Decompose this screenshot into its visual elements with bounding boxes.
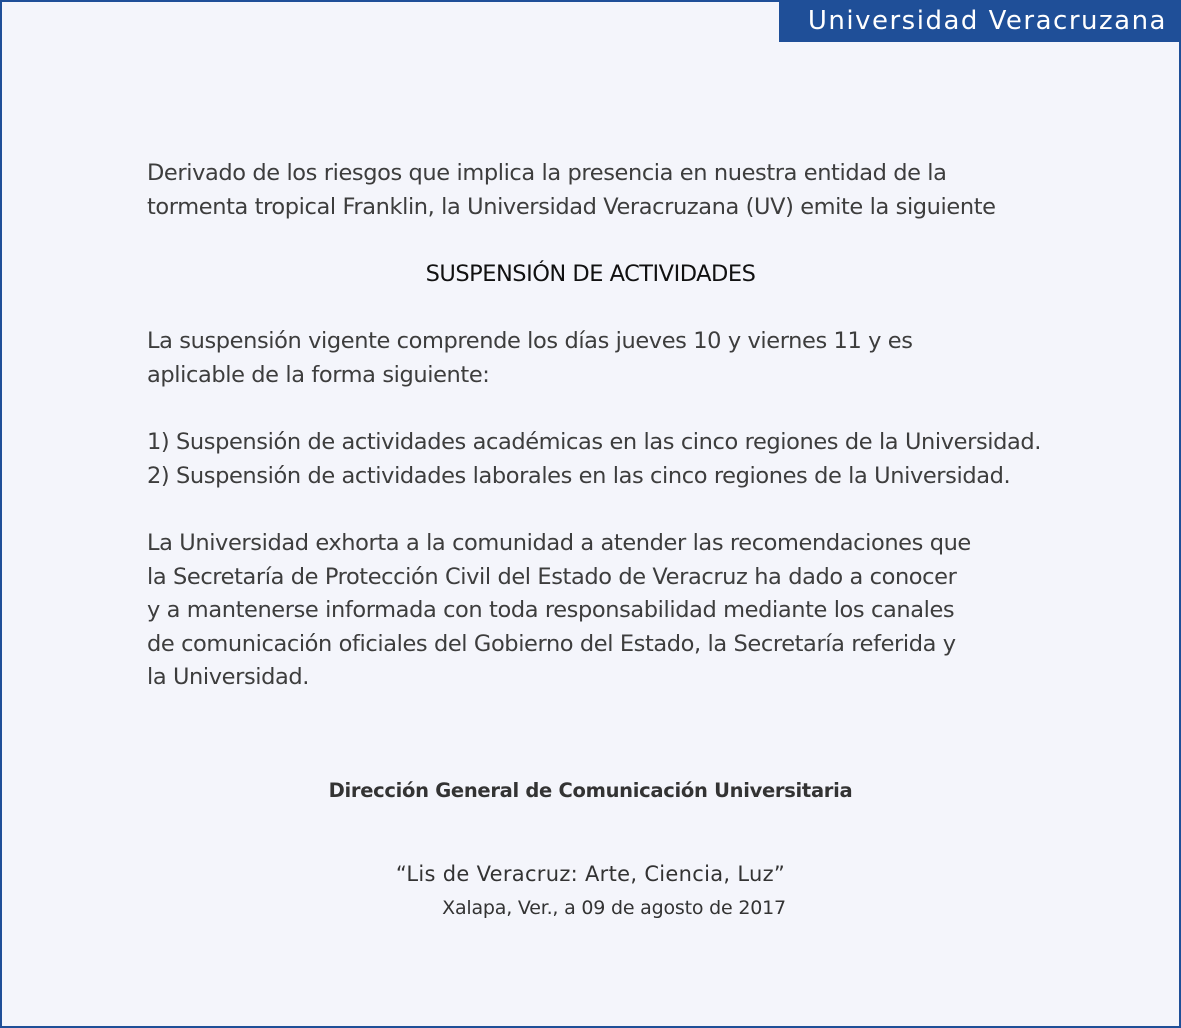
exhortation-line: la Universidad. [147, 664, 310, 690]
announcement-heading: SUSPENSIÓN DE ACTIVIDADES [425, 261, 756, 287]
exhortation-line: la Secretaría de Protección Civil del Estado de Veracruz ha dado a conocer [147, 563, 957, 590]
intro-paragraph [147, 157, 1037, 224]
list-item-labor: 2) Suspensión de actividades laborales en las cinco regiones de la Universidad. [147, 462, 1011, 489]
scope-paragraph [147, 325, 1037, 392]
university-motto: “Lis de Veracruz: Arte, Ciencia, Luz” [395, 862, 786, 886]
intro-line: Derivado de los riesgos que implica la presencia en nuestra entidad de la [147, 160, 947, 186]
issuer-signature: Dirección General de Comunicación Universitaria [328, 779, 853, 802]
intro-line: tormenta tropical Franklin, la Universidad Veracruzana (UV) emite la siguiente [147, 193, 996, 220]
suspension-list [147, 426, 1042, 493]
place-date-line: Xalapa, Ver., a 09 de agosto de 2017 [442, 897, 786, 919]
university-brand-banner [779, 0, 1181, 42]
exhortation-paragraph [147, 527, 1037, 695]
exhortation-line: de comunicación oficiales del Gobierno del Estado, la Secretaría referida y [147, 630, 956, 657]
scope-line: aplicable de la forma siguiente: [147, 361, 490, 388]
exhortation-line: La Universidad exhorta a la comunidad a atender las recomendaciones que [147, 530, 971, 556]
brand-name: Universidad Veracruzana [807, 6, 1167, 36]
exhortation-line: y a mantenerse informada con toda responsabilidad mediante los canales [147, 597, 955, 623]
scope-line: La suspensión vigente comprende los días jueves 10 y viernes 11 y es [147, 328, 913, 354]
list-item-academic: 1) Suspensión de actividades académicas en las cinco regiones de la Universidad. [147, 429, 1042, 455]
